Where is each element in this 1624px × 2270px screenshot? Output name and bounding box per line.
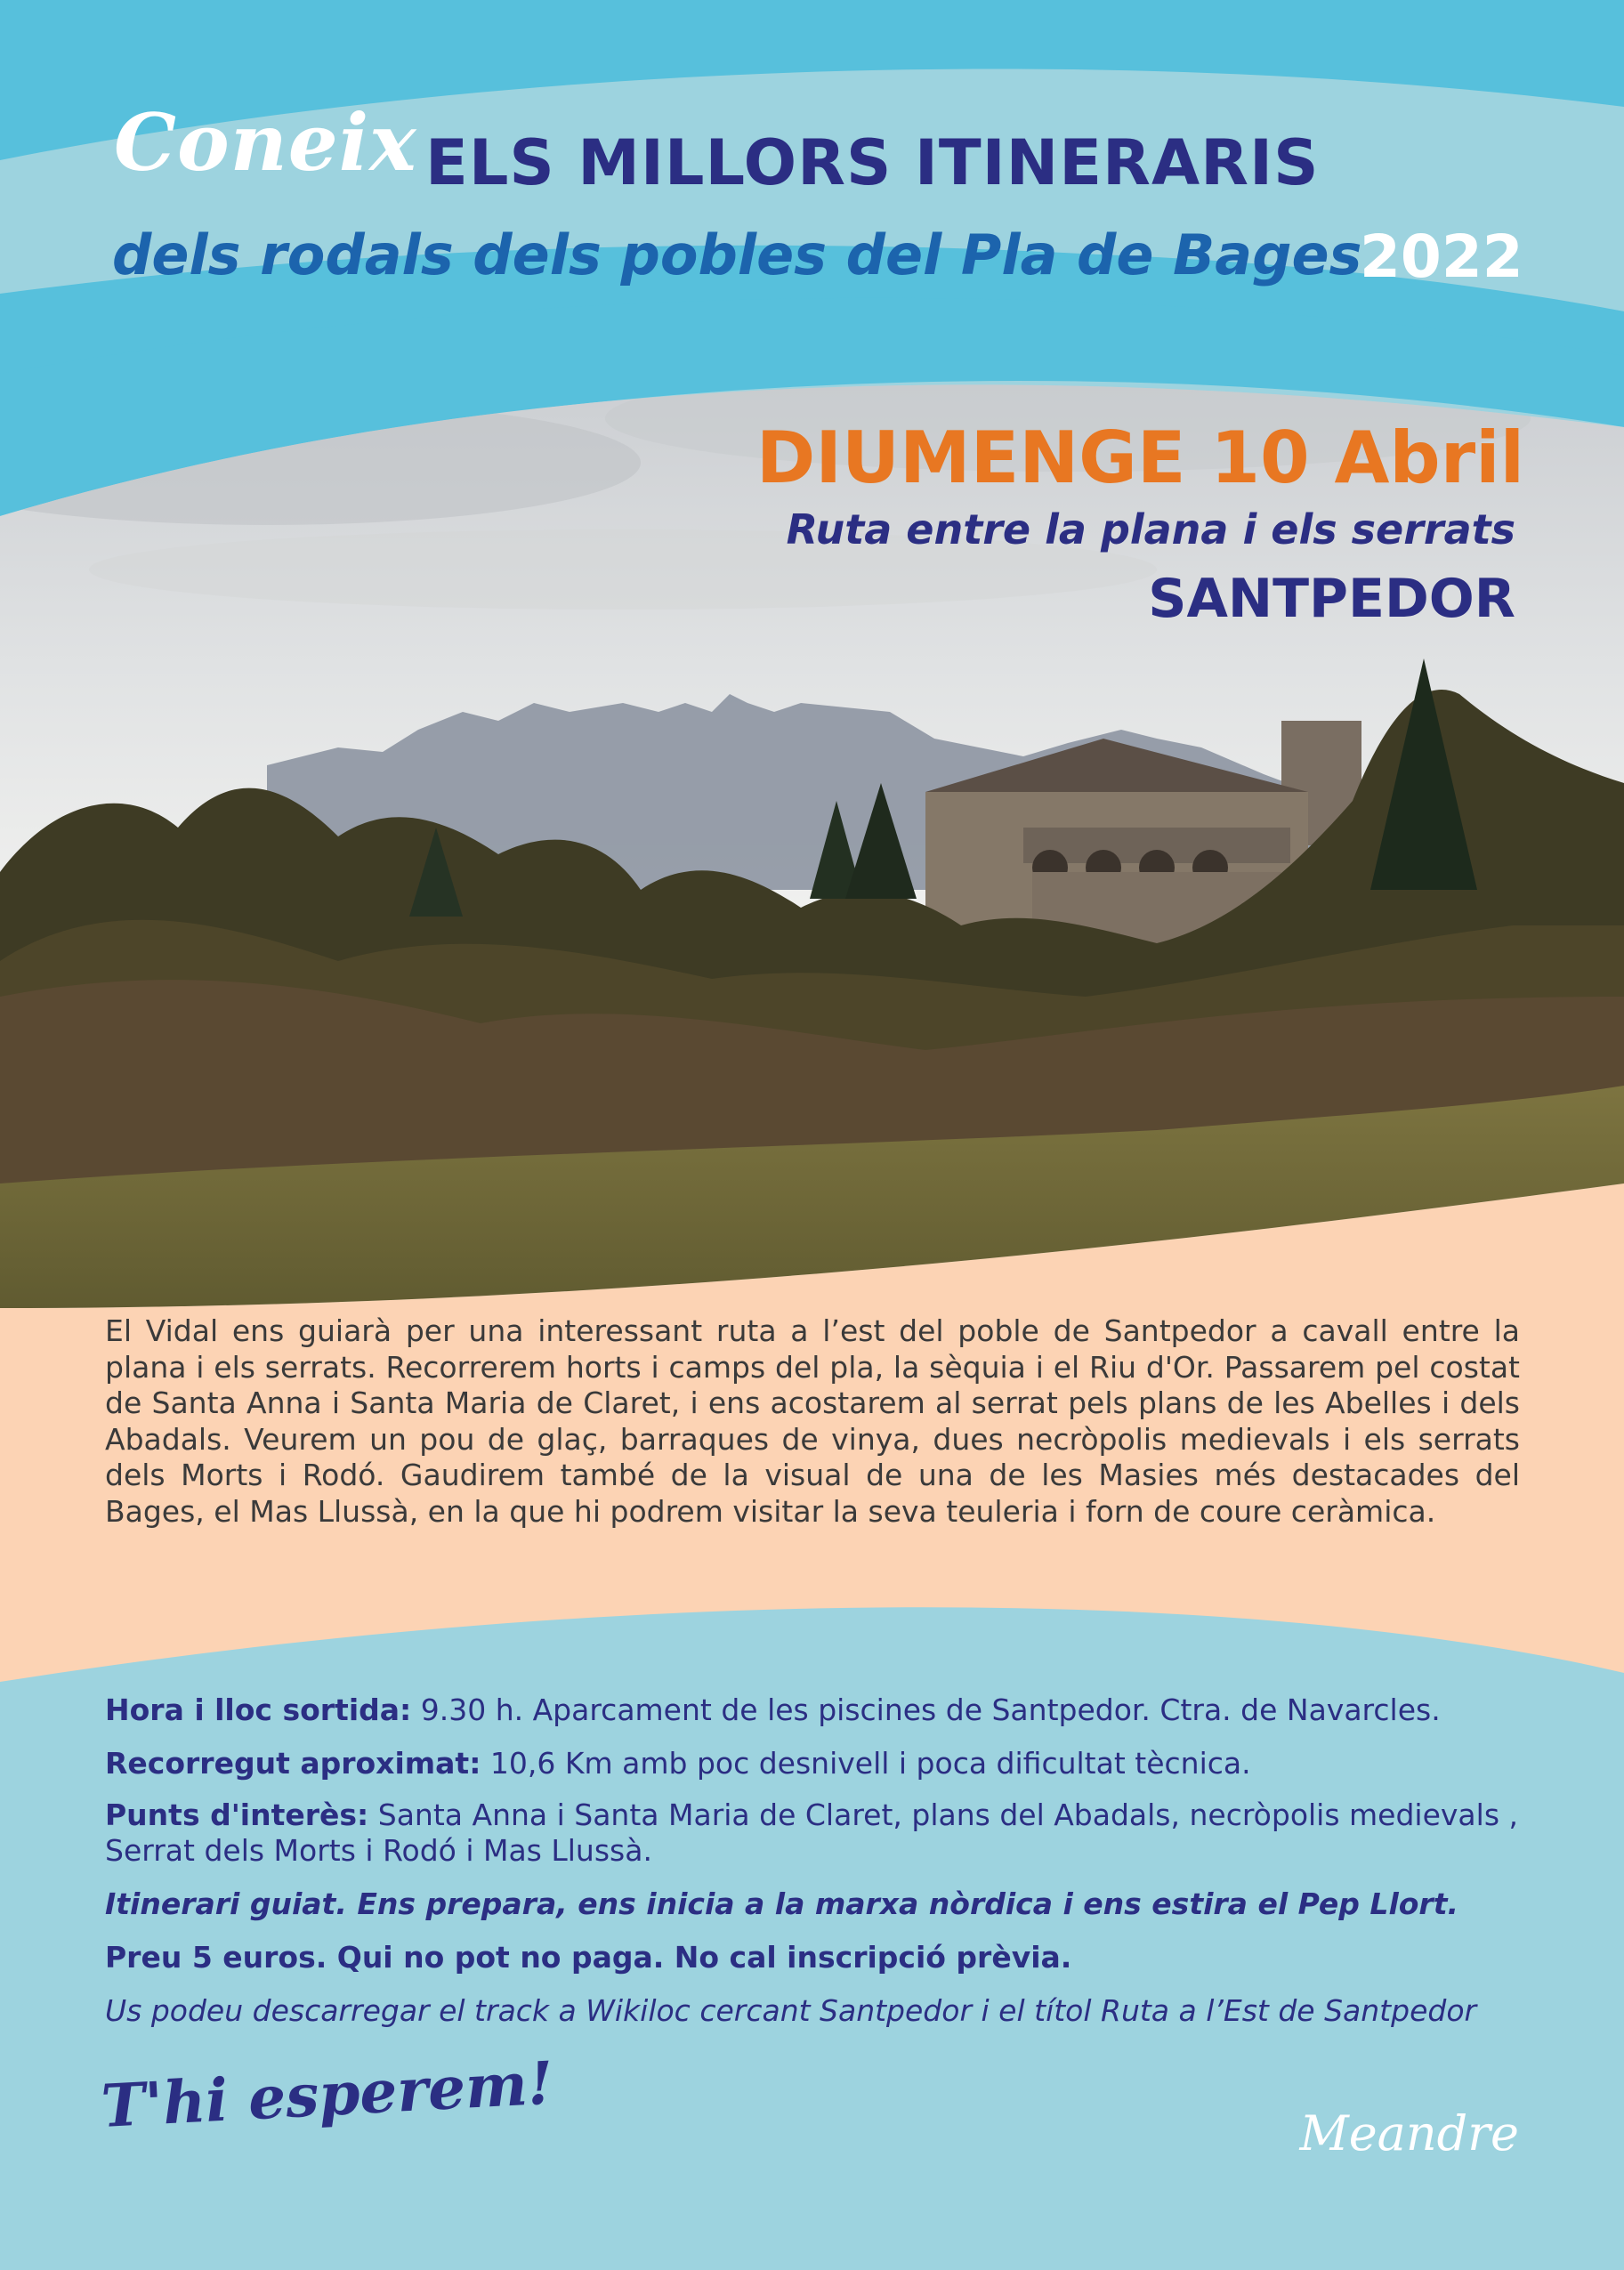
info-distance — [105, 1746, 1529, 1781]
info-departure-label: Hora i lloc sortida: — [105, 1692, 412, 1727]
info-points-value: Santa Anna i Santa Maria de Claret, plans del Abadals, necròpolis medievals , Serrat dels Morts i Rodó i Mas Llussà. — [105, 1797, 1518, 1868]
info-points-label: Punts d'interès: — [105, 1797, 369, 1832]
info-departure-value: 9.30 h. Aparcament de les piscines de Santpedor. Ctra. de Navarcles. — [411, 1692, 1441, 1727]
event-town: SANTPEDOR — [1148, 568, 1515, 630]
title-script-word: Coneix — [114, 96, 417, 189]
description-paragraph: El Vidal ens guiarà per una interessant ruta a l’est del poble de Santpedor a cavall entre la plana i els serrats. Recorrerem horts i camps del pla, la sèquia i el Riu d'Or. Passarem pel costat de Santa Anna i Santa Maria de Claret, i ens acostarem al serrat pels plans de les Abelles i dels Abadals. Veurem un pou de glaç, barraques de vinya, dues necròpolis medievals i els serrats dels Morts i Rodó. Gaudirem també de la visual de una de les Masies més destacades del Bages, el Mas Llussà, en la que hi podrem visitar la seva teuleria i forn de coure ceràmica. — [105, 1313, 1520, 1529]
brand-logo: Meandre — [1299, 2105, 1519, 2161]
info-points-of-interest — [105, 1797, 1529, 1869]
event-date: DIUMENGE 10 Abril — [755, 416, 1524, 499]
info-guided: Itinerari guiat. Ens prepara, ens inicia a la marxa nòrdica i ens estira el Pep Llort. — [105, 1886, 1459, 1921]
info-distance-value: 10,6 Km amb poc desnivell i poca dificultat tècnica. — [481, 1746, 1251, 1781]
title-main: ELS MILLORS ITINERARIS — [425, 126, 1320, 199]
subtitle: dels rodals dels pobles del Pla de Bages — [112, 222, 1362, 287]
info-departure — [105, 1692, 1529, 1728]
year: 2022 — [1360, 222, 1523, 291]
info-track-download: Us podeu descarregar el track a Wikiloc cercant Santpedor i el títol Ruta a l’Est de Santpedor — [105, 1993, 1477, 2028]
closing-message: T'hi esperem! — [99, 2048, 555, 2141]
info-price: Preu 5 euros. Qui no pot no paga. No cal inscripció prèvia. — [105, 1940, 1072, 1975]
event-route-name: Ruta entre la plana i els serrats — [786, 505, 1515, 553]
info-distance-label: Recorregut aproximat: — [105, 1746, 481, 1781]
